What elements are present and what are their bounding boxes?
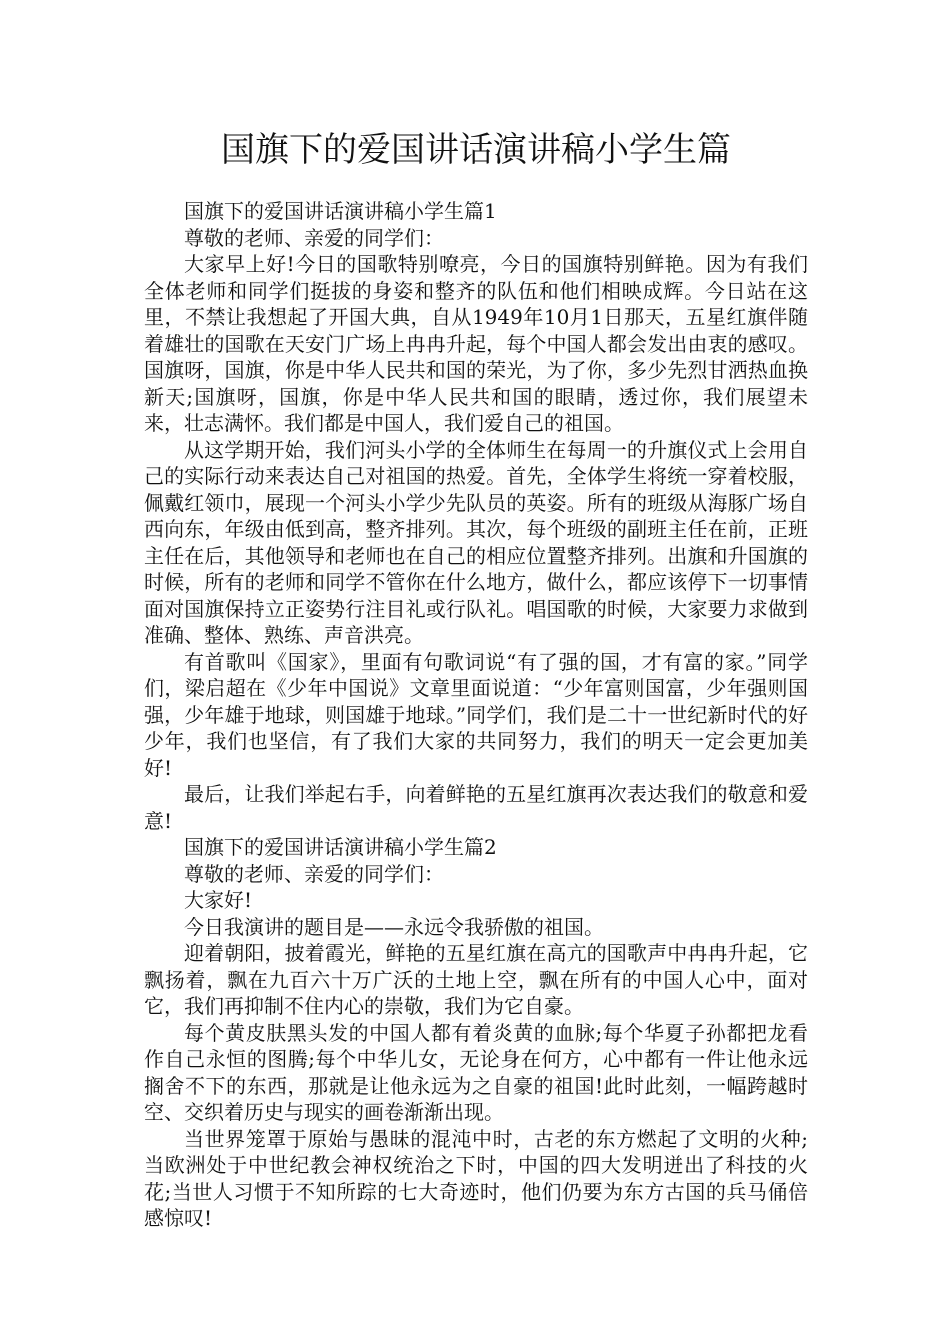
paragraph: 每个黄皮肤黑头发的中国人都有着炎黄的血脉;每个华夏子孙都把龙看作自己永恒的图腾;每个中华儿女，无论身在何方，心中都有一件让他永远搁舍不下的东西，那就是让他永远为之自豪的祖国!此时此刻，一幅跨越时空、交织着历史与现实的画卷渐渐出现。 <box>144 1020 808 1124</box>
document-body <box>144 198 808 1232</box>
paragraph: 最后，让我们举起右手，向着鲜艳的五星红旗再次表达我们的敬意和爱意! <box>144 782 808 833</box>
paragraph: 有首歌叫《国家》，里面有句歌词说“有了强的国，才有富的家。”同学们，梁启超在《少年中国说》文章里面说道：“少年富则国富，少年强则国强，少年雄于地球，则国雄于地球。”同学们，我们是二十一世纪新时代的好少年，我们也坚信，有了我们大家的共同努力，我们的明天一定会更加美好! <box>144 649 808 780</box>
paragraph-heading-1: 国旗下的爱国讲话演讲稿小学生篇1 <box>184 199 497 223</box>
paragraph-topic: 今日我演讲的题目是——永远令我骄傲的祖国。 <box>184 914 604 939</box>
paragraph-heading-2: 国旗下的爱国讲话演讲稿小学生篇2 <box>184 835 497 859</box>
paragraph-greeting: 大家好! <box>184 888 253 912</box>
paragraph-salutation-2: 尊敬的老师、亲爱的同学们： <box>184 861 444 886</box>
paragraph: 大家早上好!今日的国歌特别嘹亮，今日的国旗特别鲜艳。因为有我们全体老师和同学们挺拔的身姿和整齐的队伍和他们相映成辉。今日站在这里，不禁让我想起了开国大典，自从1949年10月1日那天，五星红旗伴随着雄壮的国歌在天安门广场上冉冉升起，每个中国人都会发出由衷的感叹。国旗呀，国旗，你是中华人民共和国的荣光，为了你，多少先烈甘洒热血换新天;国旗呀，国旗，你是中华人民共和国的眼睛，透过你，我们展望未来，壮志满怀。我们都是中国人，我们爱自己的祖国。 <box>144 252 808 435</box>
paragraph: 当世界笼罩于原始与愚昧的混沌中时，古老的东方燃起了文明的火种;当欧洲处于中世纪教会神权统治之下时，中国的四大发明迸出了科技的火花;当世人习惯于不知所踪的七大奇迹时，他们仍要为东方古国的兵马俑倍感惊叹! <box>144 1126 808 1230</box>
paragraph: 从这学期开始，我们河头小学的全体师生在每周一的升旗仪式上会用自己的实际行动来表达自己对祖国的热爱。首先，全体学生将统一穿着校服，佩戴红领巾，展现一个河头小学少先队员的英姿。所有的班级从海豚广场自西向东，年级由低到高，整齐排列。其次，每个班级的副班主任在前，正班主任在后，其他领导和老师也在自己的相应位置整齐排列。出旗和升国旗的时候，所有的老师和同学不管你在什么地方，做什么，都应该停下一切事情面对国旗保持立正姿势行注目礼或行队礼。唱国歌的时候，大家要力求做到准确、整体、熟练、声音洪亮。 <box>144 437 808 647</box>
paragraph-salutation-1: 尊敬的老师、亲爱的同学们： <box>184 225 444 250</box>
document-title: 国旗下的爱国讲话演讲稿小学生篇 <box>221 130 731 170</box>
document-page <box>144 0 808 1232</box>
paragraph: 迎着朝阳，披着霞光，鲜艳的五星红旗在高亢的国歌声中冉冉升起，它飘扬着，飘在九百六十万广沃的土地上空，飘在所有的中国人心中，面对它，我们再抑制不住内心的崇敬，我们为它自豪。 <box>144 941 808 1018</box>
